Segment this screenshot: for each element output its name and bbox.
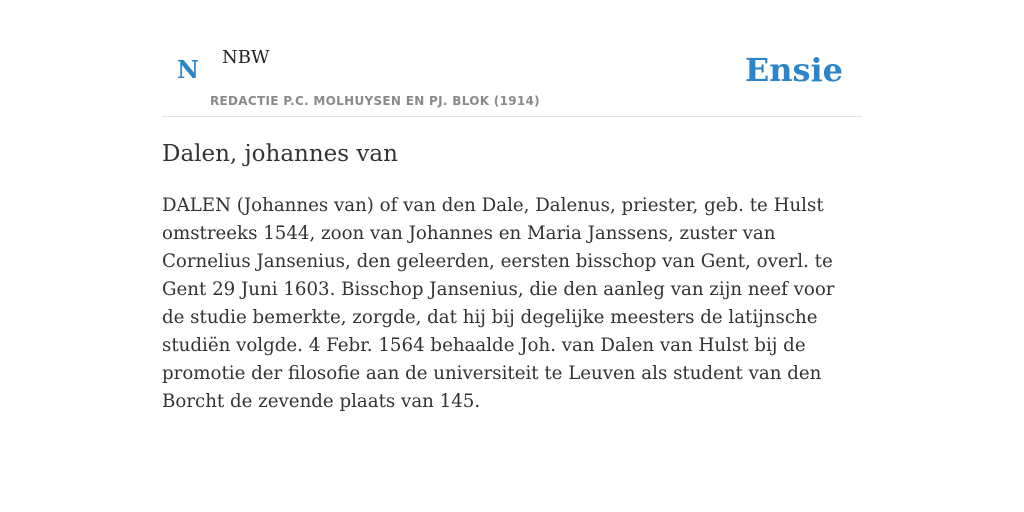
source-name[interactable]: NBW bbox=[222, 47, 270, 68]
entry-title: Dalen, johannes van bbox=[162, 141, 398, 167]
source-logo-letter: N bbox=[177, 55, 199, 84]
source-editors: REDACTIE P.C. MOLHUYSEN EN PJ. BLOK (1914) bbox=[210, 94, 540, 108]
ensie-logo[interactable]: Ensie bbox=[744, 51, 843, 89]
entry-header bbox=[162, 0, 862, 117]
entry-body-text: DALEN (Johannes van) of van den Dale, Dalenus, priester, geb. te Hulst omstreeks 1544, zoon van Johannes en Maria Janssens, zuster van Cornelius Jansenius, den geleerden, eersten bisschop van Gent, overl. te Gent 29 Juni 1603. Bisschop Jansenius, die den aanleg van zijn neef voor de studie bemerkte, zorgde, dat hij bij degelijke meesters de latijnsche studiën volgde. 4 Febr. 1564 behaalde Joh. van Dalen van Hulst bij de promotie der filosofie aan de universiteit te Leuven als student van den Borcht de zevende plaats van 145. bbox=[162, 195, 835, 412]
